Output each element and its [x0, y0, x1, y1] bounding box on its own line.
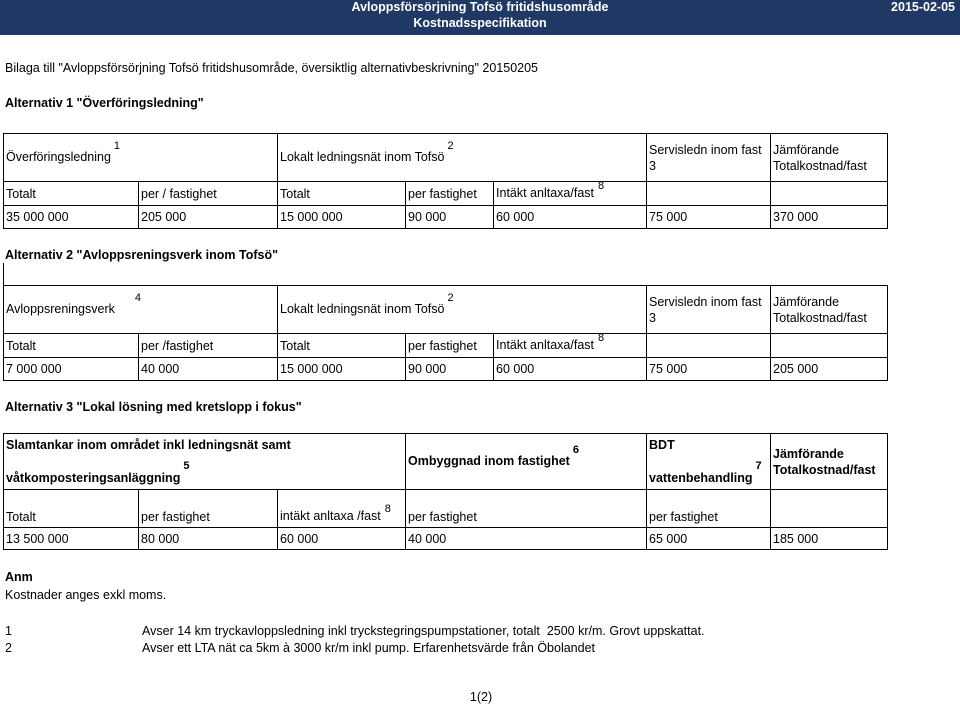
header-label: Överföringsledning	[6, 150, 111, 164]
alt3-header-comparison	[771, 434, 888, 490]
subheader-cell: per fastighet	[406, 490, 647, 528]
subheader-cell: Totalt	[4, 182, 139, 206]
header-label: våtkomposteringsanläggning	[6, 470, 181, 485]
table-subheader-row	[4, 182, 888, 206]
empty-cell	[771, 182, 888, 206]
table-subheader-row	[4, 334, 888, 358]
page-number: 1(2)	[469, 690, 493, 704]
border-fragment	[3, 263, 4, 285]
alt2-heading: Alternativ 2 "Avloppsreningsverk inom Tofsö"	[5, 248, 279, 262]
footnote-ref: 3	[649, 310, 656, 325]
subheader-label: Intäkt anltaxa/fast	[496, 186, 594, 200]
subheader-cell: Totalt	[4, 334, 139, 358]
header-label: Totalkostnad/fast	[773, 158, 867, 173]
intro-text: Bilaga till "Avloppsförsörjning Tofsö fritidshusområde, översiktlig alternativbeskrivning" 20150205	[5, 61, 539, 75]
empty-cell	[647, 334, 771, 358]
header-label: Servisledn inom fast	[649, 294, 762, 309]
alt2-header-treatment-plant	[4, 286, 278, 334]
header-label: Lokalt ledningsnät inom Tofsö	[280, 150, 445, 164]
header-label: Jämförande	[773, 294, 840, 309]
subheader-cell: per fastighet	[647, 490, 771, 528]
header-label: Jämförande	[773, 142, 840, 157]
value-cell: 65 000	[647, 528, 771, 550]
alt2-header-service-line	[647, 286, 771, 334]
table-header-row	[4, 286, 888, 334]
table-value-row	[4, 528, 888, 550]
subheader-cell: per /fastighet	[139, 334, 278, 358]
header-label: BDT	[649, 437, 675, 452]
header-label: Totalkostnad/fast	[773, 462, 876, 477]
header-label: Avloppsreningsverk	[6, 302, 115, 316]
notes-title: Anm	[5, 570, 33, 584]
value-cell: 60 000	[494, 358, 647, 381]
alt1-table	[3, 133, 888, 229]
value-cell: 60 000	[494, 206, 647, 229]
subheader-cell	[278, 490, 406, 528]
subheader-cell	[494, 182, 647, 206]
alt2-header-comparison	[771, 286, 888, 334]
footnote-ref: 6	[572, 444, 579, 456]
alt1-heading: Alternativ 1 "Överföringsledning"	[5, 96, 204, 110]
footnote-ref: 8	[384, 503, 391, 515]
notes-text: Kostnader anges exkl moms.	[5, 588, 167, 602]
header-label: Lokalt ledningsnät inom Tofsö	[280, 302, 445, 316]
value-cell: 205 000	[139, 206, 278, 229]
table-value-row	[4, 358, 888, 381]
subheader-cell	[494, 334, 647, 358]
alt3-heading: Alternativ 3 "Lokal lösning med kretslopp i fokus"	[5, 400, 302, 414]
table-value-row	[4, 206, 888, 229]
footnote-ref: 5	[183, 459, 190, 472]
header-label: Servisledn inom fast	[649, 142, 762, 157]
alt1-header-service-line	[647, 134, 771, 182]
subheader-label: intäkt anltaxa /fast	[280, 509, 381, 523]
alt3-header-onsite-rebuild	[406, 434, 647, 490]
subheader-cell: per fastighet	[406, 182, 494, 206]
header-label: Totalkostnad/fast	[773, 310, 867, 325]
header-band	[0, 0, 960, 35]
document-title: Avloppsförsörjning Tofsö fritidshusområde	[351, 0, 609, 14]
table-header-row	[4, 434, 888, 490]
footnote-number: 2	[5, 641, 12, 655]
header-label: Slamtankar inom området inkl ledningsnät samt	[6, 437, 291, 452]
header-label: Ombyggnad inom fastighet	[408, 454, 570, 468]
subheader-cell: Totalt	[278, 334, 406, 358]
value-cell: 75 000	[647, 206, 771, 229]
value-cell: 40 000	[139, 358, 278, 381]
alt1-header-comparison	[771, 134, 888, 182]
value-cell: 185 000	[771, 528, 888, 550]
alt3-header-greywater	[647, 434, 771, 490]
subheader-label: Intäkt anltaxa/fast	[496, 338, 594, 352]
footnote-text: Avser 14 km tryckavloppsledning inkl tryckstegringspumpstationer, totalt 2500 kr/m. Grovt uppskattat.	[142, 624, 705, 638]
value-cell: 60 000	[278, 528, 406, 550]
subheader-cell: Totalt	[4, 490, 139, 528]
footnote-ref: 2	[447, 140, 454, 152]
subheader-cell: per fastighet	[406, 334, 494, 358]
value-cell: 205 000	[771, 358, 888, 381]
footnote-ref: 4	[134, 292, 141, 304]
footnote-ref: 8	[598, 180, 605, 192]
value-cell: 90 000	[406, 206, 494, 229]
value-cell: 15 000 000	[278, 358, 406, 381]
value-cell: 80 000	[139, 528, 278, 550]
footnote-ref: 1	[113, 140, 121, 152]
header-label: Jämförande	[773, 446, 844, 461]
alt1-header-transfer-line	[4, 134, 278, 182]
subheader-cell: per / fastighet	[139, 182, 278, 206]
subheader-cell: per fastighet	[139, 490, 278, 528]
header-label-line2	[6, 459, 403, 487]
value-cell: 370 000	[771, 206, 888, 229]
alt3-header-sludge-tanks	[4, 434, 406, 490]
footnote-ref: 8	[598, 332, 605, 344]
subheader-cell: Totalt	[278, 182, 406, 206]
value-cell: 7 000 000	[4, 358, 139, 381]
footnote-text: Avser ett LTA nät ca 5km à 3000 kr/m inkl pump. Erfarenhetsvärde från Öbolandet	[142, 641, 596, 655]
empty-cell	[771, 490, 888, 528]
document-subtitle: Kostnadsspecifikation	[413, 16, 547, 30]
value-cell: 75 000	[647, 358, 771, 381]
value-cell: 40 000	[406, 528, 647, 550]
footnote-ref: 3	[649, 158, 656, 173]
table-header-row	[4, 134, 888, 182]
value-cell: 15 000 000	[278, 206, 406, 229]
empty-cell	[647, 182, 771, 206]
alt1-header-local-network	[278, 134, 647, 182]
document-date: 2015-02-05	[891, 0, 955, 14]
value-cell: 35 000 000	[4, 206, 139, 229]
value-cell: 90 000	[406, 358, 494, 381]
alt2-header-local-network	[278, 286, 647, 334]
footnote-ref: 7	[755, 459, 762, 472]
header-label: vattenbehandling	[649, 470, 753, 485]
alt3-table	[3, 433, 888, 550]
footnote-ref: 2	[447, 292, 454, 304]
header-label-line2	[649, 459, 768, 487]
value-cell: 13 500 000	[4, 528, 139, 550]
footnote-number: 1	[5, 624, 12, 638]
alt2-table	[3, 285, 888, 381]
table-subheader-row	[4, 490, 888, 528]
empty-cell	[771, 334, 888, 358]
